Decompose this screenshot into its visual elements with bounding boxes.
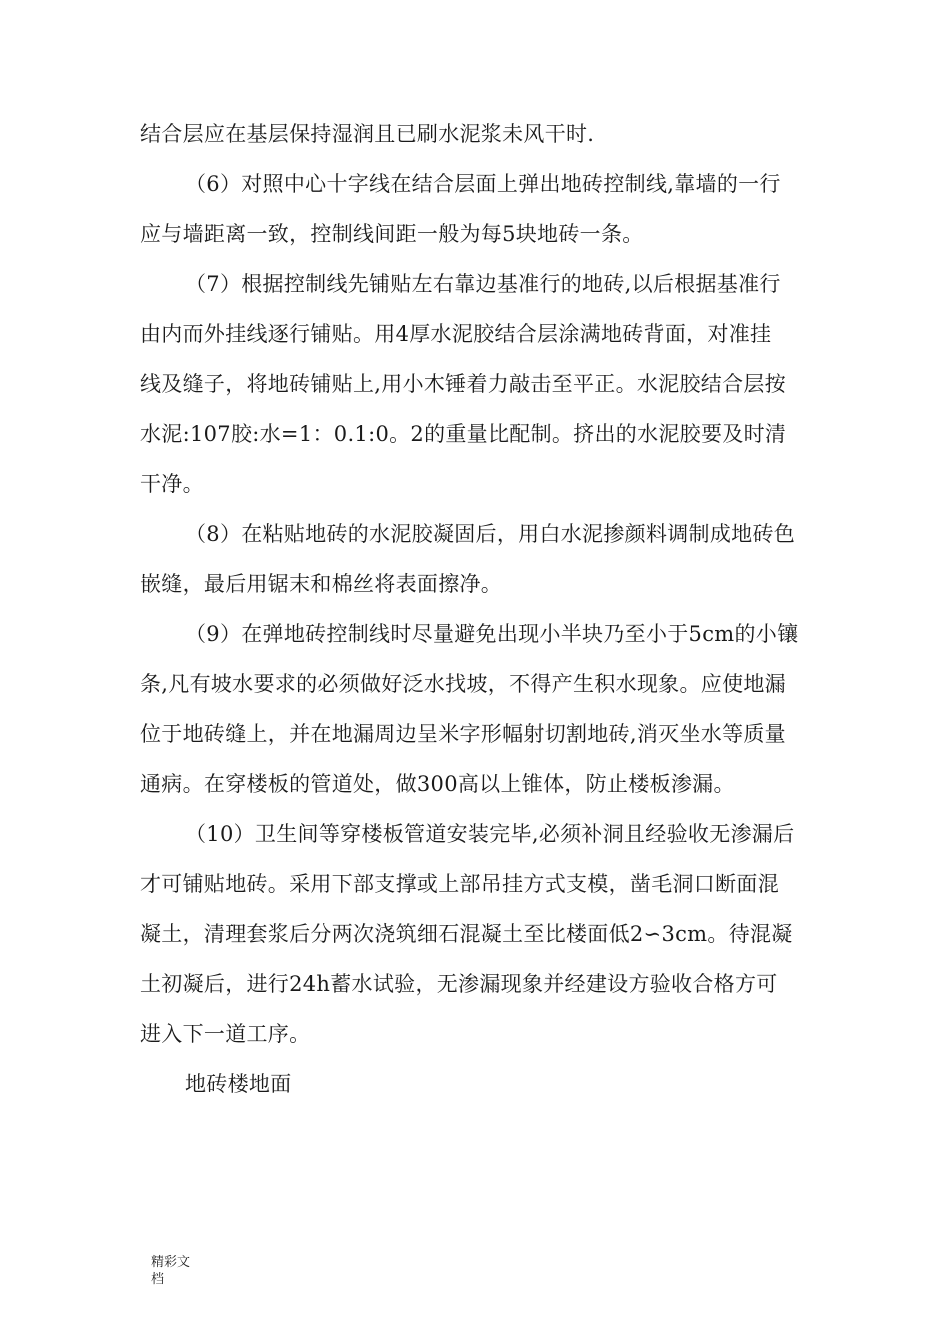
page-footer (151, 1254, 211, 1288)
text-line: 由内而外挂线逐行铺贴。用4厚水泥胶结合层涂满地砖背面，对准挂 (140, 322, 772, 346)
text-line: 通病。在穿楼板的管道处，做300高以上锥体，防止楼板渗漏。 (140, 772, 735, 796)
footer-line: 档 (151, 1272, 165, 1287)
footer-line: 精彩文 (151, 1255, 191, 1270)
text-line: 应与墙距离一致，控制线间距一般为每5块地砖一条。 (140, 222, 644, 246)
text-line: （7）根据控制线先铺贴左右靠边基准行的地砖,以后根据基准行 (185, 272, 781, 296)
text-line: （9）在弹地砖控制线时尽量避免出现小半块乃至小于5cm的小镶 (185, 622, 799, 646)
text-line: 嵌缝，最后用锯末和棉丝将表面擦净。 (140, 572, 503, 596)
text-line: 水泥:107胶:水=1：0.1:0。2的重量比配制。挤出的水泥胶要及时清 (140, 422, 787, 446)
text-line: 结合层应在基层保持湿润且已刷水泥浆未风干时. (140, 122, 595, 146)
text-line: 进入下一道工序。 (140, 1022, 311, 1046)
text-line: （6）对照中心十字线在结合层面上弹出地砖控制线,靠墙的一行 (185, 172, 781, 196)
text-line: （10）卫生间等穿楼板管道安装完毕,必须补洞且经验收无渗漏后 (185, 822, 795, 846)
text-line: 干净。 (140, 472, 204, 496)
text-line: 土初凝后，进行24h蓄水试验，无渗漏现象并经建设方验收合格方可 (140, 972, 778, 996)
text-line: 凝土，清理套浆后分两次浇筑细石混凝土至比楼面低2∽3cm。待混凝 (140, 922, 793, 946)
text-line: 条,凡有坡水要求的必须做好泛水找坡，不得产生积水现象。应使地漏 (140, 672, 786, 696)
text-line: 才可铺贴地砖。采用下部支撑或上部吊挂方式支模，凿毛洞口断面混 (140, 872, 779, 896)
text-line: 线及缝子，将地砖铺贴上,用小木锤着力敲击至平正。水泥胶结合层按 (140, 372, 786, 396)
section-heading: 地砖楼地面 (185, 1072, 292, 1096)
text-line: （8）在粘贴地砖的水泥胶凝固后，用白水泥掺颜料调制成地砖色 (185, 522, 796, 546)
text-line: 位于地砖缝上，并在地漏周边呈米字形幅射切割地砖,消灭坐水等质量 (140, 722, 786, 746)
